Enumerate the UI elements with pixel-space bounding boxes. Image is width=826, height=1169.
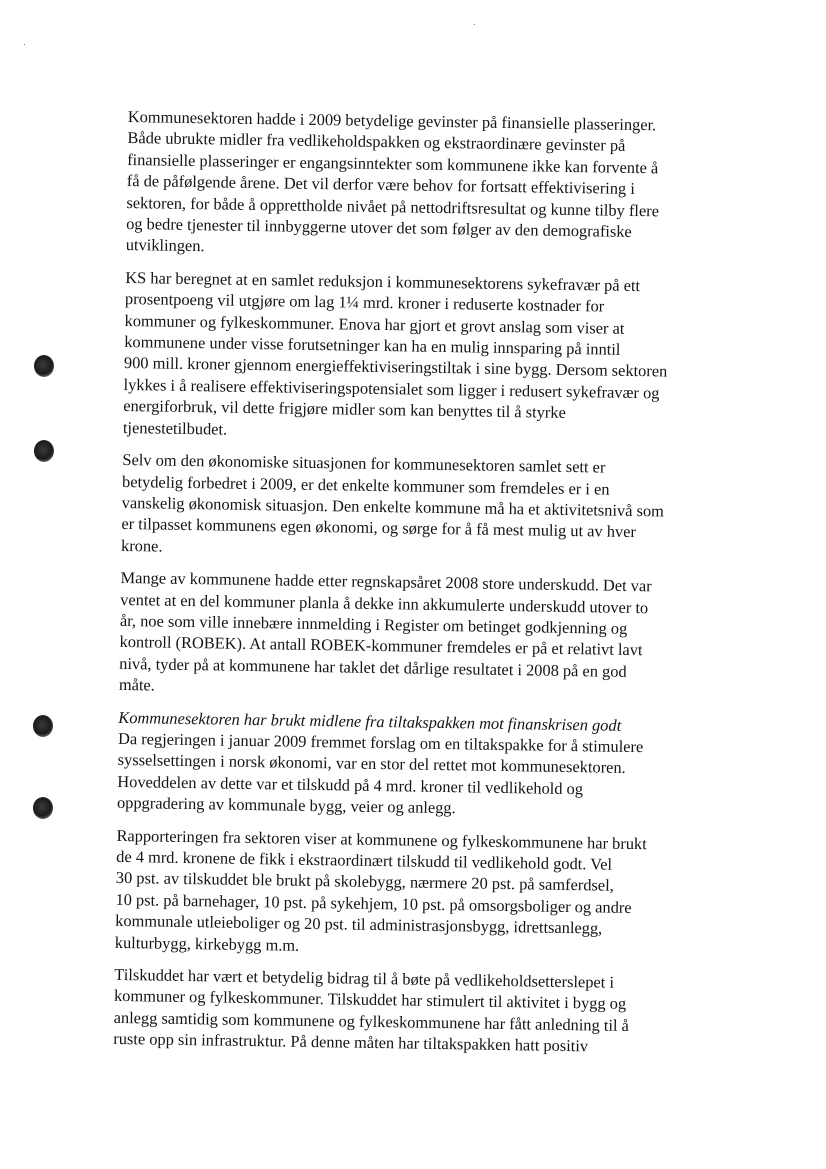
text-line: Kommunesektoren hadde i 2009 betydelige gevinster på finansielle plasseringer.: [127, 106, 657, 135]
text-line: KS har beregnet at en samlet reduksjon i kommunesektorens sykefravær på ett: [125, 267, 641, 295]
text-line: lykkes i å realisere effektiviseringspotensialet som ligger i redusert sykefravær og: [123, 374, 660, 403]
text-line: kontroll (ROBEK). At antall ROBEK-kommuner fremdeles er på et relativt lavt: [119, 632, 643, 660]
text-line: 30 pst. av tilskuddet ble brukt på skolebygg, nærmere 20 pst. på samferdsel,: [115, 868, 614, 896]
text-line: energiforbruk, vil dette frigjøre midler som kan benyttes til å styrke: [123, 396, 566, 423]
text-line: kommuner og fylkeskommuner. Tilskuddet har stimulert til aktivitet i bygg og: [113, 986, 627, 1014]
text-line: Mange av kommunene hadde etter regnskapsåret 2008 store underskudd. Det var: [120, 568, 652, 596]
punch-hole-3: [33, 715, 53, 737]
text-line: måte.: [118, 675, 156, 695]
paragraph: [119, 567, 721, 705]
paragraph: [121, 449, 723, 565]
paragraph: [123, 267, 726, 448]
text-line: Rapporteringen fra sektoren viser at kommunene og fylkeskommunene har brukt: [116, 825, 647, 853]
text-line: oppgradering av kommunale bygg, veier og anlegg.: [116, 793, 456, 818]
paragraph: [126, 106, 728, 265]
text-line: ruste opp sin infrastruktur. På denne måten har tiltakspakken hatt positiv: [113, 1029, 589, 1056]
paragraph: [113, 964, 714, 1059]
text-line: kommuner og fylkeskommuner. Enova har gjort et grovt anslag som viser at: [124, 310, 625, 338]
text-line: Både ubrukte midler fra vedlikeholdspakken og ekstraordinære gevinster på: [127, 128, 626, 156]
text-line: kulturbygg, kirkebygg m.m.: [114, 932, 300, 955]
text-line: Selv om den økonomiske situasjonen for kommunesektoren samlet sett er: [122, 450, 606, 477]
text-line: sektoren, for både å opprettholde nivået på nettodriftsresultat og kunne tilby flere: [126, 192, 660, 220]
paragraphs-after-heading: [113, 728, 718, 1059]
scan-speck: [24, 44, 25, 45]
document-body: [113, 106, 728, 1070]
text-line: Hoveddelen av dette var et tilskudd på 4 mrd. kroner til vedlikehold og: [117, 771, 584, 799]
text-line: vanskelig økonomisk situasjon. Den enkelte kommune må ha et aktivitetsnivå som: [121, 492, 665, 521]
text-line: anlegg samtidig som kommunene og fylkeskommunene har fått anledning til å: [113, 1007, 630, 1035]
punch-hole-1: [34, 355, 54, 377]
punch-hole-2: [34, 440, 54, 462]
paragraph: [117, 728, 718, 823]
paragraph: [115, 825, 717, 963]
text-line: Da regjeringen i januar 2009 fremmet forslag om en tiltakspakke for å stimulere: [117, 728, 644, 757]
text-line: prosentpoeng vil utgjøre om lag 1¼ mrd. kroner i reduserte kostnader for: [124, 289, 605, 316]
text-line: finansielle plasseringer er engangsinntekter som kommunene ikke kan forvente å: [127, 149, 659, 178]
section-heading: Kommunesektoren har brukt midlene fra tiltakspakken mot finanskrisen godt: [118, 707, 622, 735]
scan-speck: [474, 24, 475, 25]
text-line: de 4 mrd. kronene de fikk i ekstraordinært tilskudd til vedlikehold godt. Vel: [116, 846, 613, 874]
text-line: kommunene under visse forutsetninger kan ha en mulig innsparing på inntil: [124, 332, 621, 359]
text-line: krone.: [120, 535, 163, 556]
punch-hole-4: [33, 797, 53, 819]
text-line: 900 mill. kroner gjennom energieffektiviseringstiltak i sine bygg. Dersom sektoren: [123, 353, 668, 381]
text-line: betydelig forbedret i 2009, er det enkelte kommuner som fremdeles er i en: [121, 471, 610, 499]
text-line: år, noe som ville innebære innmelding i Register om betinget godkjenning og: [119, 610, 628, 638]
text-line: tjenestetilbudet.: [122, 417, 228, 439]
text-line: 10 pst. på barnehager, 10 pst. på sykehjem, 10 pst. på omsorgsboliger og andre: [115, 889, 632, 917]
text-line: ventet at en del kommuner planla å dekke inn akkumulerte underskudd utover to: [120, 589, 649, 617]
text-line: og bedre tjenester til innbyggerne utover det som følger av den demografiske: [126, 214, 632, 241]
text-line: sysselsettingen i norsk økonomi, var en stor del rettet mot kommunesektoren.: [117, 750, 626, 778]
paragraphs-before-heading: [119, 106, 728, 705]
text-line: utviklingen.: [125, 235, 205, 256]
text-line: Tilskuddet har vært et betydelig bidrag til å bøte på vedlikeholdsetterslepet i: [114, 964, 615, 992]
text-line: få de påfølgende årene. Det vil derfor være behov for fortsatt effektivisering i: [126, 171, 635, 199]
text-line: nivå, tyder på at kommunene har taklet det dårlige resultatet i 2008 på en god: [119, 653, 627, 681]
text-line: er tilpasset kommunens egen økonomi, og sørge for å få mest mulig ut av hver: [121, 514, 637, 542]
text-line: kommunale utleieboliger og 20 pst. til administrasjonsbygg, idrettsanlegg,: [115, 911, 603, 938]
